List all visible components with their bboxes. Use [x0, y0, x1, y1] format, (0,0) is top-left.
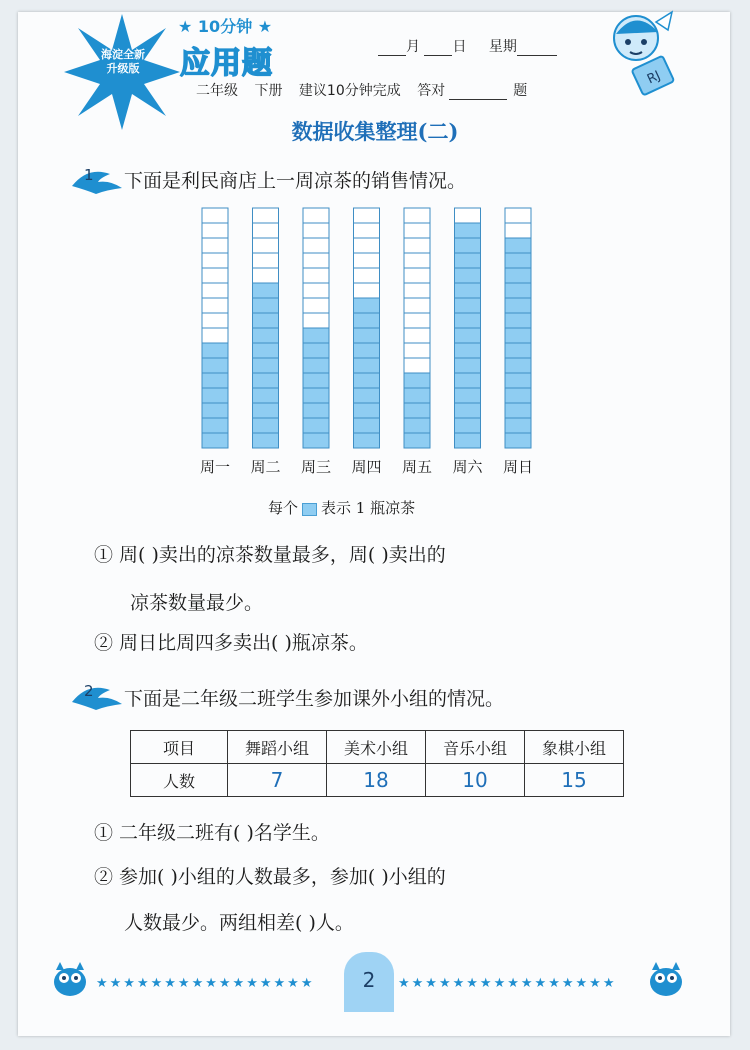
bar-cell-empty: [202, 223, 228, 238]
bar-cell-empty: [404, 253, 430, 268]
bar-cell-filled: [404, 373, 430, 388]
table-row: [131, 764, 624, 797]
bar-cell-filled: [253, 283, 279, 298]
lesson-title: 数据收集整理(二): [291, 119, 459, 144]
bar-cell-empty: [354, 238, 380, 253]
bar-cell-filled: [354, 388, 380, 403]
bar-cell-filled: [202, 388, 228, 403]
bar-cell-filled: [354, 403, 380, 418]
bar-cell-filled: [354, 373, 380, 388]
bar-cell-filled: [505, 373, 531, 388]
bar-cell-filled: [505, 388, 531, 403]
bar-cell-filled: [303, 433, 329, 448]
bar-cell-empty: [202, 298, 228, 313]
bar-cell-empty: [202, 313, 228, 328]
bar-column: [303, 208, 329, 448]
bar-cell-empty: [202, 283, 228, 298]
bar-cell-empty: [202, 253, 228, 268]
bar-cell-empty: [404, 238, 430, 253]
bar-cell-filled: [505, 253, 531, 268]
bar-cell-filled: [253, 403, 279, 418]
bar-cell-empty: [404, 268, 430, 283]
date-fields: 月 日 星期: [378, 36, 557, 56]
series-title: ★ 10分钟 ★: [178, 17, 273, 36]
bar-cell-empty: [303, 283, 329, 298]
question-2-part-2: ② 参加( )小组的人数最多，参加( )小组的: [94, 866, 446, 888]
mascot-badge-text: RJ: [644, 68, 663, 88]
x-tick-label: 周二: [250, 458, 281, 476]
bar-cell-empty: [303, 313, 329, 328]
bar-cell-filled: [253, 388, 279, 403]
x-tick-label: 周日: [502, 458, 534, 476]
bar-cell-empty: [354, 223, 380, 238]
bar-cell-filled: [253, 343, 279, 358]
book-title: 应用题: [180, 46, 273, 81]
table-cell: 音乐小组: [426, 731, 525, 764]
bar-cell-filled: [354, 313, 380, 328]
bar-column: [253, 208, 279, 448]
bar-cell-filled: [505, 343, 531, 358]
bar-cell-filled: [202, 403, 228, 418]
bar-cell-filled: [505, 298, 531, 313]
bar-cell-empty: [505, 223, 531, 238]
bar-cell-empty: [404, 298, 430, 313]
bar-cell-filled: [354, 433, 380, 448]
grade-label: 二年级: [196, 83, 238, 99]
bar-cell-empty: [303, 223, 329, 238]
question-2-part-2-cont: 人数最少。两组相差( )人。: [124, 912, 354, 934]
page-number: 2: [344, 952, 394, 1012]
owl-icon: [48, 958, 92, 998]
bar-cell-filled: [455, 418, 481, 433]
star-icon: ★: [257, 17, 273, 36]
bar-cell-empty: [404, 343, 430, 358]
bar-cell-filled: [455, 403, 481, 418]
bar-cell-filled: [404, 433, 430, 448]
bar-cell-empty: [253, 268, 279, 283]
x-tick-label: 周三: [300, 458, 332, 476]
question-1-part-2: ② 周日比周四多卖出( )瓶凉茶。: [94, 632, 368, 654]
bar-cell-filled: [404, 418, 430, 433]
bar-cell-filled: [202, 433, 228, 448]
question-2-text: 下面是二年级二班学生参加课外小组的情况。: [124, 688, 505, 710]
bar-column: [354, 208, 380, 448]
bar-cell-empty: [354, 208, 380, 223]
bar-cell-filled: [354, 358, 380, 373]
table-cell: 18: [327, 764, 426, 797]
bar-cell-filled: [455, 343, 481, 358]
bar-cell-filled: [354, 418, 380, 433]
bar-cell-filled: [455, 253, 481, 268]
bar-cell-empty: [404, 328, 430, 343]
bar-cell-empty: [202, 208, 228, 223]
bar-cell-filled: [303, 403, 329, 418]
table-cell: 15: [525, 764, 624, 797]
sales-bar-chart: [180, 204, 560, 504]
bar-cell-filled: [505, 238, 531, 253]
table-row: [131, 731, 624, 764]
bar-cell-empty: [303, 253, 329, 268]
bar-column: [455, 208, 481, 448]
bar-cell-filled: [354, 298, 380, 313]
bar-cell-filled: [202, 358, 228, 373]
legend-swatch: [302, 503, 317, 516]
bar-cell-empty: [404, 208, 430, 223]
question-2-part-1: ① 二年级二班有( )名学生。: [94, 822, 330, 844]
bar-cell-empty: [253, 253, 279, 268]
bar-cell-filled: [455, 268, 481, 283]
table-cell: 10: [426, 764, 525, 797]
bar-cell-empty: [253, 238, 279, 253]
bar-cell-filled: [303, 388, 329, 403]
bar-cell-filled: [505, 283, 531, 298]
bar-cell-empty: [303, 268, 329, 283]
bar-cell-empty: [253, 208, 279, 223]
bar-cell-filled: [253, 313, 279, 328]
bar-cell-empty: [303, 208, 329, 223]
bar-cell-filled: [455, 238, 481, 253]
footer-star-border: ★★★★★★★★★★★★★★★★: [96, 976, 315, 991]
x-tick-label: 周五: [401, 458, 433, 476]
bar-cell-filled: [253, 373, 279, 388]
star-icon: ★: [178, 17, 193, 36]
bar-cell-filled: [202, 418, 228, 433]
bar-cell-filled: [505, 418, 531, 433]
bar-cell-filled: [455, 283, 481, 298]
bar-cell-filled: [505, 268, 531, 283]
bar-cell-empty: [505, 208, 531, 223]
mascot-illustration: [606, 8, 678, 104]
bar-column: [202, 208, 228, 448]
bar-cell-filled: [202, 343, 228, 358]
bar-cell-filled: [505, 358, 531, 373]
bar-cell-empty: [202, 238, 228, 253]
x-tick-label: 周四: [351, 458, 382, 476]
bar-cell-filled: [455, 328, 481, 343]
correct-unit: 题: [513, 83, 528, 99]
chart-legend: 每个 表示 1 瓶凉茶: [268, 499, 416, 517]
bar-column: [404, 208, 430, 448]
question-1-text: 下面是利民商店上一周凉茶的销售情况。: [124, 170, 467, 192]
bar-cell-empty: [404, 283, 430, 298]
bar-cell-filled: [354, 328, 380, 343]
bar-cell-filled: [303, 373, 329, 388]
bar-cell-filled: [505, 328, 531, 343]
bar-cell-filled: [404, 403, 430, 418]
bar-cell-empty: [354, 268, 380, 283]
bar-cell-filled: [455, 388, 481, 403]
table-row-header: 人数: [131, 764, 228, 797]
activity-groups-table: [130, 730, 624, 797]
bar-cell-filled: [303, 418, 329, 433]
bar-cell-filled: [354, 343, 380, 358]
question-number: 1: [84, 166, 94, 184]
bar-column: [505, 208, 531, 448]
bar-cell-empty: [253, 223, 279, 238]
bar-cell-filled: [253, 328, 279, 343]
bar-cell-filled: [303, 343, 329, 358]
table-cell: 美术小组: [327, 731, 426, 764]
table-row-header: 项目: [131, 731, 228, 764]
bar-cell-filled: [253, 358, 279, 373]
bar-cell-filled: [505, 403, 531, 418]
bar-cell-empty: [303, 298, 329, 313]
question-number: 2: [84, 682, 94, 700]
bar-cell-filled: [303, 358, 329, 373]
bar-cell-filled: [455, 358, 481, 373]
book-info-line: [196, 80, 539, 100]
x-tick-label: 周六: [452, 458, 483, 476]
bar-cell-filled: [455, 373, 481, 388]
bar-cell-filled: [505, 433, 531, 448]
eagle-question-icon: [70, 160, 124, 196]
bar-cell-filled: [202, 373, 228, 388]
footer-star-border: ★★★★★★★★★★★★★★★★: [398, 976, 617, 991]
bar-cell-filled: [455, 313, 481, 328]
owl-icon: [644, 958, 688, 998]
bar-cell-filled: [455, 298, 481, 313]
table-cell: 象棋小组: [525, 731, 624, 764]
bar-cell-filled: [253, 418, 279, 433]
bar-cell-empty: [404, 358, 430, 373]
table-cell: 7: [228, 764, 327, 797]
bar-cell-filled: [455, 223, 481, 238]
bar-cell-filled: [404, 388, 430, 403]
bar-cell-filled: [253, 298, 279, 313]
bar-cell-empty: [404, 313, 430, 328]
suggestion-label: 建议10分钟完成: [298, 83, 401, 99]
bar-cell-filled: [253, 433, 279, 448]
badge-label: 海淀全新 升级版: [101, 48, 145, 75]
bar-cell-filled: [455, 433, 481, 448]
bar-cell-filled: [505, 313, 531, 328]
x-tick-label: 周一: [199, 458, 231, 476]
bar-cell-empty: [202, 268, 228, 283]
bar-cell-empty: [404, 223, 430, 238]
question-1-part-1-cont: 凉茶数量最少。: [130, 592, 264, 614]
correct-label: 答对: [417, 83, 446, 99]
bar-cell-empty: [303, 238, 329, 253]
bar-cell-empty: [202, 328, 228, 343]
eagle-question-icon: [70, 676, 124, 712]
question-1-part-1: ① 周( )卖出的凉茶数量最多，周( )卖出的: [94, 544, 446, 566]
bar-cell-empty: [455, 208, 481, 223]
volume-label: 下册: [254, 83, 283, 99]
bar-cell-empty: [354, 283, 380, 298]
bar-cell-empty: [354, 253, 380, 268]
table-cell: 舞蹈小组: [228, 731, 327, 764]
bar-cell-filled: [303, 328, 329, 343]
